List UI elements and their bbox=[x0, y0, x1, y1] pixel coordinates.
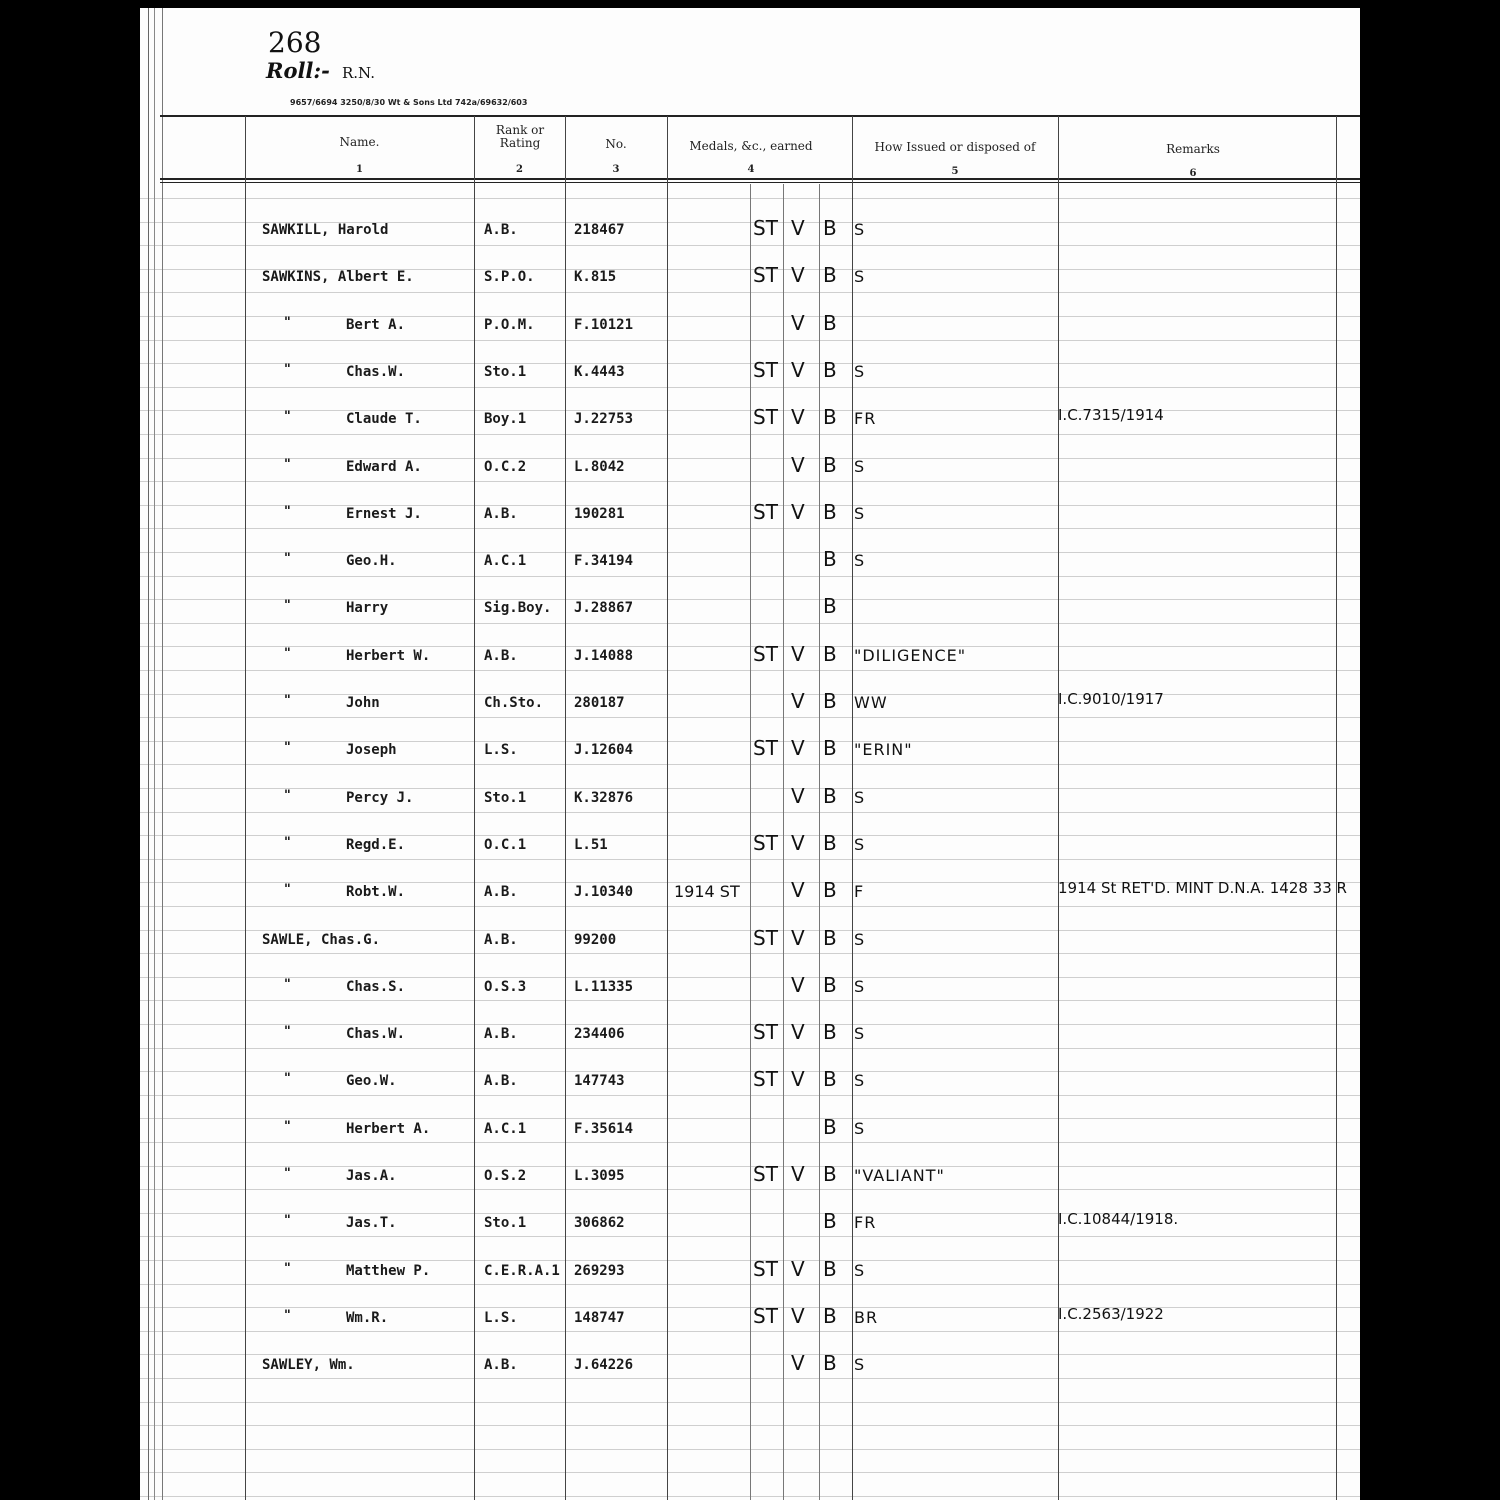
entry-ditto-mark: " bbox=[284, 740, 291, 755]
entry-service-number: F.34194 bbox=[574, 553, 634, 569]
entry-issued: S bbox=[854, 1119, 866, 1138]
medal-victory: V bbox=[791, 736, 805, 760]
page-number: 268 bbox=[268, 26, 322, 59]
entry-issued: BR bbox=[854, 1308, 879, 1327]
entry-rank: O.S.3 bbox=[484, 979, 527, 995]
entry-ditto-mark: " bbox=[284, 598, 291, 613]
col-head-name: Name. bbox=[339, 135, 380, 149]
medal-british-war: B bbox=[823, 736, 837, 760]
medal-victory: V bbox=[791, 1257, 805, 1281]
entry-rank: Sig.Boy. bbox=[484, 600, 552, 616]
entry-given-name: Ernest J. bbox=[346, 506, 422, 522]
entry-issued: F bbox=[854, 882, 865, 901]
entry-issued: S bbox=[854, 220, 866, 239]
entry-ditto-mark: " bbox=[284, 1119, 291, 1134]
medal-star: ST bbox=[753, 405, 778, 429]
entry-ditto-mark: " bbox=[284, 362, 291, 377]
entry-given-name: Wm.R. bbox=[346, 1310, 389, 1326]
entry-given-name: Claude T. bbox=[346, 411, 422, 427]
entry-ditto-mark: " bbox=[284, 315, 291, 330]
printer-imprint: 9657/6694 3250/8/30 Wt & Sons Ltd 742a/69632/603 bbox=[290, 98, 528, 107]
entry-service-number: J.22753 bbox=[574, 411, 634, 427]
column-divider bbox=[852, 116, 853, 1500]
entry-medal-note: 1914 ST bbox=[674, 882, 740, 901]
entry-ditto-mark: " bbox=[284, 1261, 291, 1276]
entry-issued: "DILIGENCE" bbox=[854, 646, 967, 665]
roll-page bbox=[140, 8, 1360, 1500]
medal-star: ST bbox=[753, 358, 778, 382]
entry-ditto-mark: " bbox=[284, 1308, 291, 1323]
entry-given-name: Jas.T. bbox=[346, 1215, 397, 1231]
medal-british-war: B bbox=[823, 358, 837, 382]
entry-rank: P.O.M. bbox=[484, 317, 535, 333]
entry-rank: S.P.O. bbox=[484, 269, 535, 285]
medal-victory: V bbox=[791, 263, 805, 287]
entry-service-number: 269293 bbox=[574, 1263, 625, 1279]
entry-rank: O.C.1 bbox=[484, 837, 527, 853]
column-divider bbox=[565, 116, 566, 1500]
entry-issued: S bbox=[854, 504, 866, 523]
entry-rank: A.B. bbox=[484, 884, 518, 900]
entry-remarks: I.C.2563/1922 bbox=[1058, 1305, 1164, 1323]
medal-british-war: B bbox=[823, 1067, 837, 1091]
entry-given-name: Matthew P. bbox=[346, 1263, 431, 1279]
column-divider bbox=[474, 116, 475, 1500]
entry-ditto-mark: " bbox=[284, 551, 291, 566]
entry-remarks: I.C.7315/1914 bbox=[1058, 406, 1164, 424]
medal-victory: V bbox=[791, 1304, 805, 1328]
medal-british-war: B bbox=[823, 1351, 837, 1375]
entry-rank: C.E.R.A.1 bbox=[484, 1263, 560, 1279]
medal-victory: V bbox=[791, 642, 805, 666]
entry-issued: S bbox=[854, 457, 866, 476]
entry-ditto-mark: " bbox=[284, 1071, 291, 1086]
entry-issued: WW bbox=[854, 693, 888, 712]
medal-british-war: B bbox=[823, 547, 837, 571]
entry-issued: FR bbox=[854, 409, 877, 428]
medal-british-war: B bbox=[823, 1209, 837, 1233]
entry-issued: S bbox=[854, 1261, 866, 1280]
entry-rank: L.S. bbox=[484, 1310, 518, 1326]
entry-service-number: L.3095 bbox=[574, 1168, 625, 1184]
entry-issued: S bbox=[854, 788, 866, 807]
entry-given-name: Joseph bbox=[346, 742, 397, 758]
medal-british-war: B bbox=[823, 1257, 837, 1281]
medal-british-war: B bbox=[823, 1304, 837, 1328]
medal-star: ST bbox=[753, 216, 778, 240]
entry-service-number: 99200 bbox=[574, 932, 617, 948]
entry-service-number: 306862 bbox=[574, 1215, 625, 1231]
margin-line bbox=[148, 8, 149, 1500]
medal-british-war: B bbox=[823, 1162, 837, 1186]
medal-british-war: B bbox=[823, 973, 837, 997]
entry-rank: A.B. bbox=[484, 932, 518, 948]
entry-service-number: J.10340 bbox=[574, 884, 634, 900]
entry-issued: FR bbox=[854, 1213, 877, 1232]
entry-given-name: Jas.A. bbox=[346, 1168, 397, 1184]
entry-service-number: J.28867 bbox=[574, 600, 634, 616]
medal-subdivider bbox=[783, 184, 784, 1500]
medal-british-war: B bbox=[823, 784, 837, 808]
entry-given-name: Robt.W. bbox=[346, 884, 406, 900]
medal-star: ST bbox=[753, 500, 778, 524]
entry-rank: Boy.1 bbox=[484, 411, 527, 427]
medal-victory: V bbox=[791, 926, 805, 950]
medal-british-war: B bbox=[823, 1020, 837, 1044]
medal-star: ST bbox=[753, 831, 778, 855]
entry-ditto-mark: " bbox=[284, 1024, 291, 1039]
header-top-rule bbox=[160, 115, 1360, 117]
entry-given-name: Harry bbox=[346, 600, 389, 616]
entry-remarks: I.C.10844/1918. bbox=[1058, 1210, 1179, 1228]
col-num-issued: 5 bbox=[951, 166, 959, 177]
column-divider bbox=[667, 116, 668, 1500]
medal-victory: V bbox=[791, 689, 805, 713]
entry-service-number: K.4443 bbox=[574, 364, 625, 380]
entry-ditto-mark: " bbox=[284, 835, 291, 850]
medal-british-war: B bbox=[823, 831, 837, 855]
medal-victory: V bbox=[791, 1067, 805, 1091]
entry-given-name: Chas.W. bbox=[346, 1026, 406, 1042]
col-head-remarks: Remarks bbox=[1166, 142, 1220, 156]
entry-service-number: J.14088 bbox=[574, 648, 634, 664]
entry-rank: A.B. bbox=[484, 506, 518, 522]
col-num-no: 3 bbox=[612, 164, 620, 175]
entry-issued: S bbox=[854, 1071, 866, 1090]
medal-victory: V bbox=[791, 831, 805, 855]
medal-victory: V bbox=[791, 878, 805, 902]
entry-rank: O.C.2 bbox=[484, 459, 527, 475]
entry-service-number: 148747 bbox=[574, 1310, 625, 1326]
margin-line bbox=[154, 8, 155, 1500]
col-num-remarks: 6 bbox=[1189, 168, 1197, 179]
header-bottom-rule bbox=[160, 182, 1360, 183]
medal-victory: V bbox=[791, 1351, 805, 1375]
medal-subdivider bbox=[819, 184, 820, 1500]
entry-given-name: Chas.W. bbox=[346, 364, 406, 380]
medal-star: ST bbox=[753, 1020, 778, 1044]
entry-service-number: 147743 bbox=[574, 1073, 625, 1089]
entry-remarks: I.C.9010/1917 bbox=[1058, 690, 1164, 708]
col-num-rank: 2 bbox=[516, 164, 523, 175]
entry-given-name: Bert A. bbox=[346, 317, 406, 333]
entry-service-number: K.815 bbox=[574, 269, 617, 285]
medal-british-war: B bbox=[823, 453, 837, 477]
medal-star: ST bbox=[753, 1304, 778, 1328]
entry-remarks: 1914 St RET'D. MINT D.N.A. 1428 33 R bbox=[1058, 879, 1347, 897]
entry-rank: Sto.1 bbox=[484, 364, 527, 380]
medal-victory: V bbox=[791, 358, 805, 382]
col-num-name: 1 bbox=[356, 164, 363, 175]
col-head-rank: Rank or Rating bbox=[495, 123, 545, 150]
medal-british-war: B bbox=[823, 926, 837, 950]
entry-given-name: Herbert A. bbox=[346, 1121, 431, 1137]
entry-rank: A.C.1 bbox=[484, 553, 527, 569]
entry-issued: S bbox=[854, 1355, 866, 1374]
medal-star: ST bbox=[753, 736, 778, 760]
medal-victory: V bbox=[791, 311, 805, 335]
entry-ditto-mark: " bbox=[284, 693, 291, 708]
entry-service-number: 280187 bbox=[574, 695, 625, 711]
medal-british-war: B bbox=[823, 689, 837, 713]
medal-british-war: B bbox=[823, 878, 837, 902]
entry-ditto-mark: " bbox=[284, 504, 291, 519]
entry-service-number: 218467 bbox=[574, 222, 625, 238]
entry-rank: O.S.2 bbox=[484, 1168, 527, 1184]
medal-star: ST bbox=[753, 1162, 778, 1186]
medal-british-war: B bbox=[823, 311, 837, 335]
entry-issued: S bbox=[854, 977, 866, 996]
medal-star: ST bbox=[753, 1067, 778, 1091]
entry-given-name: Geo.W. bbox=[346, 1073, 397, 1089]
entry-service-number: K.32876 bbox=[574, 790, 634, 806]
medal-victory: V bbox=[791, 405, 805, 429]
column-divider bbox=[1336, 116, 1337, 1500]
medal-star: ST bbox=[753, 642, 778, 666]
medal-subdivider bbox=[750, 184, 751, 1500]
col-head-medals: Medals, &c., earned bbox=[689, 139, 813, 153]
entry-issued: S bbox=[854, 362, 866, 381]
medal-british-war: B bbox=[823, 405, 837, 429]
medal-british-war: B bbox=[823, 642, 837, 666]
entry-ditto-mark: " bbox=[284, 882, 291, 897]
col-head-issued: How Issued or disposed of bbox=[874, 140, 1036, 154]
entry-surname: SAWKILL, Harold bbox=[262, 222, 389, 238]
medal-victory: V bbox=[791, 453, 805, 477]
entry-service-number: 190281 bbox=[574, 506, 625, 522]
entry-issued: S bbox=[854, 551, 866, 570]
entry-service-number: L.11335 bbox=[574, 979, 634, 995]
entry-service-number: L.8042 bbox=[574, 459, 625, 475]
entry-service-number: J.64226 bbox=[574, 1357, 634, 1373]
entry-ditto-mark: " bbox=[284, 1166, 291, 1181]
medal-star: ST bbox=[753, 1257, 778, 1281]
entry-rank: A.B. bbox=[484, 1026, 518, 1042]
medal-british-war: B bbox=[823, 594, 837, 618]
entry-ditto-mark: " bbox=[284, 1213, 291, 1228]
medal-victory: V bbox=[791, 1162, 805, 1186]
margin-line bbox=[162, 8, 163, 1500]
entry-ditto-mark: " bbox=[284, 409, 291, 424]
entry-given-name: John bbox=[346, 695, 380, 711]
medal-victory: V bbox=[791, 216, 805, 240]
entry-rank: A.B. bbox=[484, 1073, 518, 1089]
column-divider bbox=[1058, 116, 1059, 1500]
entry-issued: S bbox=[854, 267, 866, 286]
entry-ditto-mark: " bbox=[284, 646, 291, 661]
medal-victory: V bbox=[791, 1020, 805, 1044]
col-head-no: No. bbox=[605, 137, 627, 151]
medal-victory: V bbox=[791, 784, 805, 808]
entry-issued: S bbox=[854, 930, 866, 949]
entry-rank: A.C.1 bbox=[484, 1121, 527, 1137]
entry-service-number: J.12604 bbox=[574, 742, 634, 758]
medal-victory: V bbox=[791, 973, 805, 997]
column-divider bbox=[245, 116, 246, 1500]
entry-issued: S bbox=[854, 1024, 866, 1043]
medal-star: ST bbox=[753, 926, 778, 950]
entry-service-number: 234406 bbox=[574, 1026, 625, 1042]
entry-service-number: F.35614 bbox=[574, 1121, 634, 1137]
medal-british-war: B bbox=[823, 1115, 837, 1139]
entry-rank: Sto.1 bbox=[484, 1215, 527, 1231]
medal-british-war: B bbox=[823, 216, 837, 240]
medal-british-war: B bbox=[823, 263, 837, 287]
roll-value: R.N. bbox=[342, 64, 375, 82]
roll-label: Roll:- bbox=[266, 58, 330, 83]
entry-ditto-mark: " bbox=[284, 457, 291, 472]
entry-given-name: Edward A. bbox=[346, 459, 422, 475]
medal-star: ST bbox=[753, 263, 778, 287]
entry-ditto-mark: " bbox=[284, 977, 291, 992]
entry-rank: L.S. bbox=[484, 742, 518, 758]
col-num-medals: 4 bbox=[747, 164, 755, 175]
entry-ditto-mark: " bbox=[284, 788, 291, 803]
entry-service-number: L.51 bbox=[574, 837, 608, 853]
entry-issued: "ERIN" bbox=[854, 740, 913, 759]
entry-given-name: Regd.E. bbox=[346, 837, 406, 853]
entry-rank: A.B. bbox=[484, 222, 518, 238]
entry-issued: S bbox=[854, 835, 866, 854]
entry-issued: "VALIANT" bbox=[854, 1166, 945, 1185]
entry-rank: A.B. bbox=[484, 648, 518, 664]
entry-surname: SAWKINS, Albert E. bbox=[262, 269, 414, 285]
entry-given-name: Percy J. bbox=[346, 790, 414, 806]
entry-given-name: Herbert W. bbox=[346, 648, 431, 664]
entry-service-number: F.10121 bbox=[574, 317, 634, 333]
entry-surname: SAWLE, Chas.G. bbox=[262, 932, 381, 948]
entry-surname: SAWLEY, Wm. bbox=[262, 1357, 355, 1373]
medal-victory: V bbox=[791, 500, 805, 524]
entry-given-name: Chas.S. bbox=[346, 979, 406, 995]
entry-rank: Sto.1 bbox=[484, 790, 527, 806]
entry-given-name: Geo.H. bbox=[346, 553, 397, 569]
entry-rank: A.B. bbox=[484, 1357, 518, 1373]
medal-british-war: B bbox=[823, 500, 837, 524]
entry-rank: Ch.Sto. bbox=[484, 695, 544, 711]
